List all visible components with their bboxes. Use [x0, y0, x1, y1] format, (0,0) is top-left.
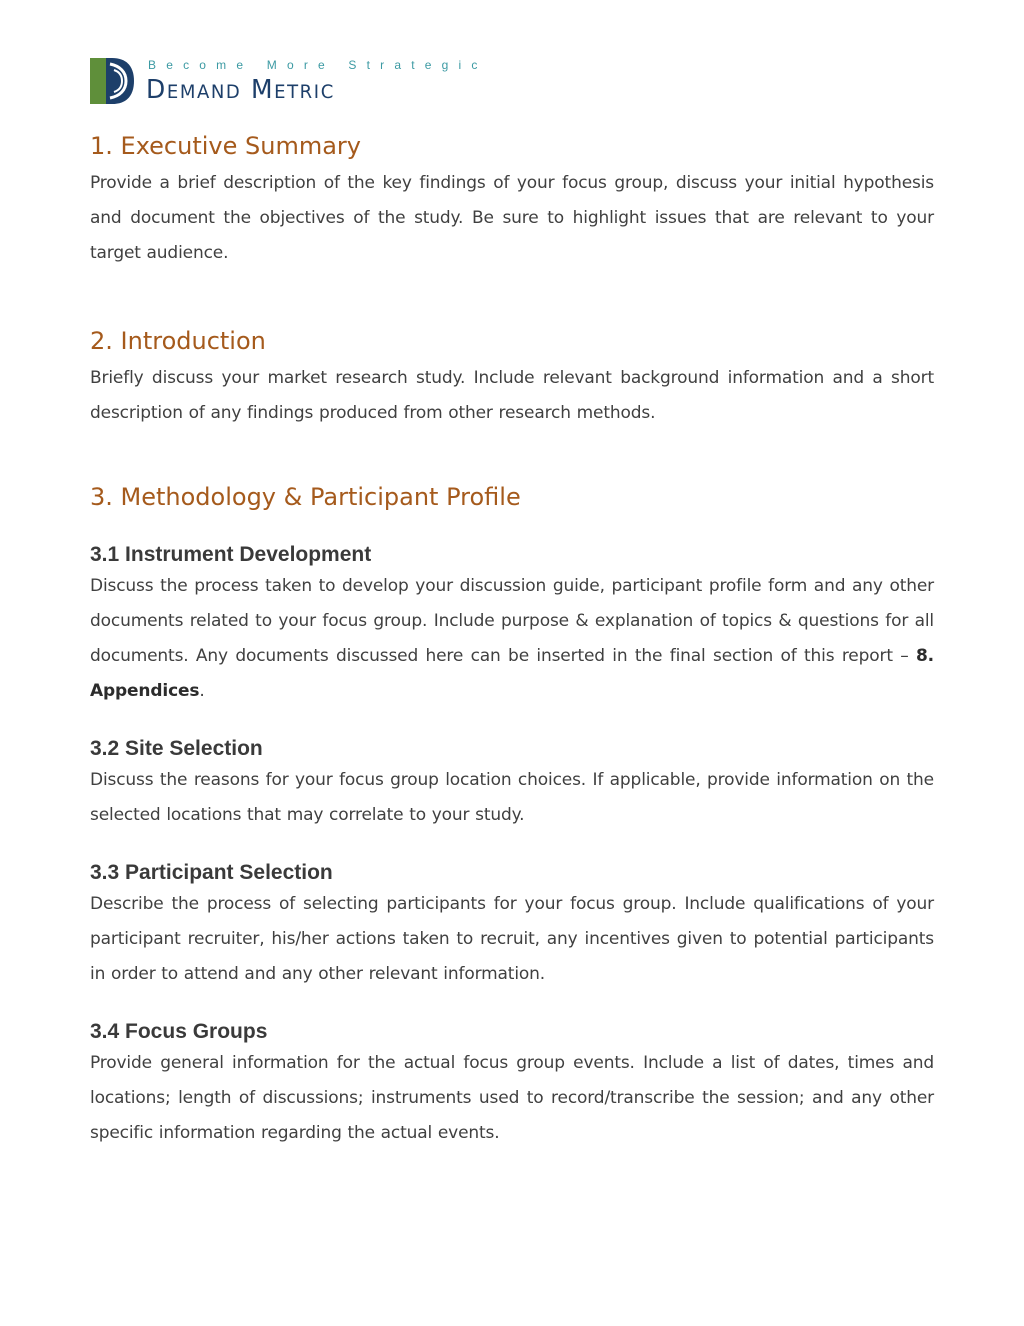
logo-brand-name: Demand Metric [146, 74, 335, 105]
section-body-executive-summary: Provide a brief description of the key findings of your focus group, discuss your initial hypothesis and document the objectives of the study. Be sure to highlight issues that are relevant to your target audience. [90, 173, 934, 263]
section-body-introduction: Briefly discuss your market research study. Include relevant background information and a short description of any findings produced from other research methods. [90, 368, 934, 423]
section-title-introduction: 2. Introduction [90, 327, 266, 355]
demand-metric-logo [90, 58, 490, 106]
instrument-body-end: . [199, 681, 205, 701]
subsection-title-participant-selection: 3.3 Participant Selection [90, 861, 333, 884]
subsection-title-focus-groups: 3.4 Focus Groups [90, 1020, 268, 1043]
subsection-body-instrument-development [90, 569, 934, 709]
logo-mark-icon [90, 58, 134, 104]
logo-tagline: Become More Strategic [148, 58, 488, 72]
subsection-title-instrument-development: 3.1 Instrument Development [90, 543, 372, 566]
section-title-methodology: 3. Methodology & Participant Profile [90, 483, 521, 511]
subsection-body-focus-groups: Provide general information for the actual focus group events. Include a list of dates, times and locations; length of discussions; instruments used to record/transcribe the session; and any other specific information regarding the actual events. [90, 1053, 934, 1143]
instrument-body-text: Discuss the process taken to develop your discussion guide, participant profile form and any other documents related to your focus group. Include purpose & explanation of topics & questions for all documents. Any documents discussed here can be inserted in the final section of this report – [90, 576, 934, 666]
section-title-executive-summary: 1. Executive Summary [90, 132, 361, 160]
subsection-body-participant-selection: Describe the process of selecting participants for your focus group. Include qualifications of your participant recruiter, his/her actions taken to recruit, any incentives given to potential participants in order to attend and any other relevant information. [90, 894, 934, 984]
subsection-title-site-selection: 3.2 Site Selection [90, 737, 263, 760]
subsection-body-site-selection: Discuss the reasons for your focus group location choices. If applicable, provide information on the selected locations that may correlate to your study. [90, 770, 934, 825]
report-content [90, 128, 934, 1151]
appendices-reference: 8. Appendices [90, 646, 934, 701]
